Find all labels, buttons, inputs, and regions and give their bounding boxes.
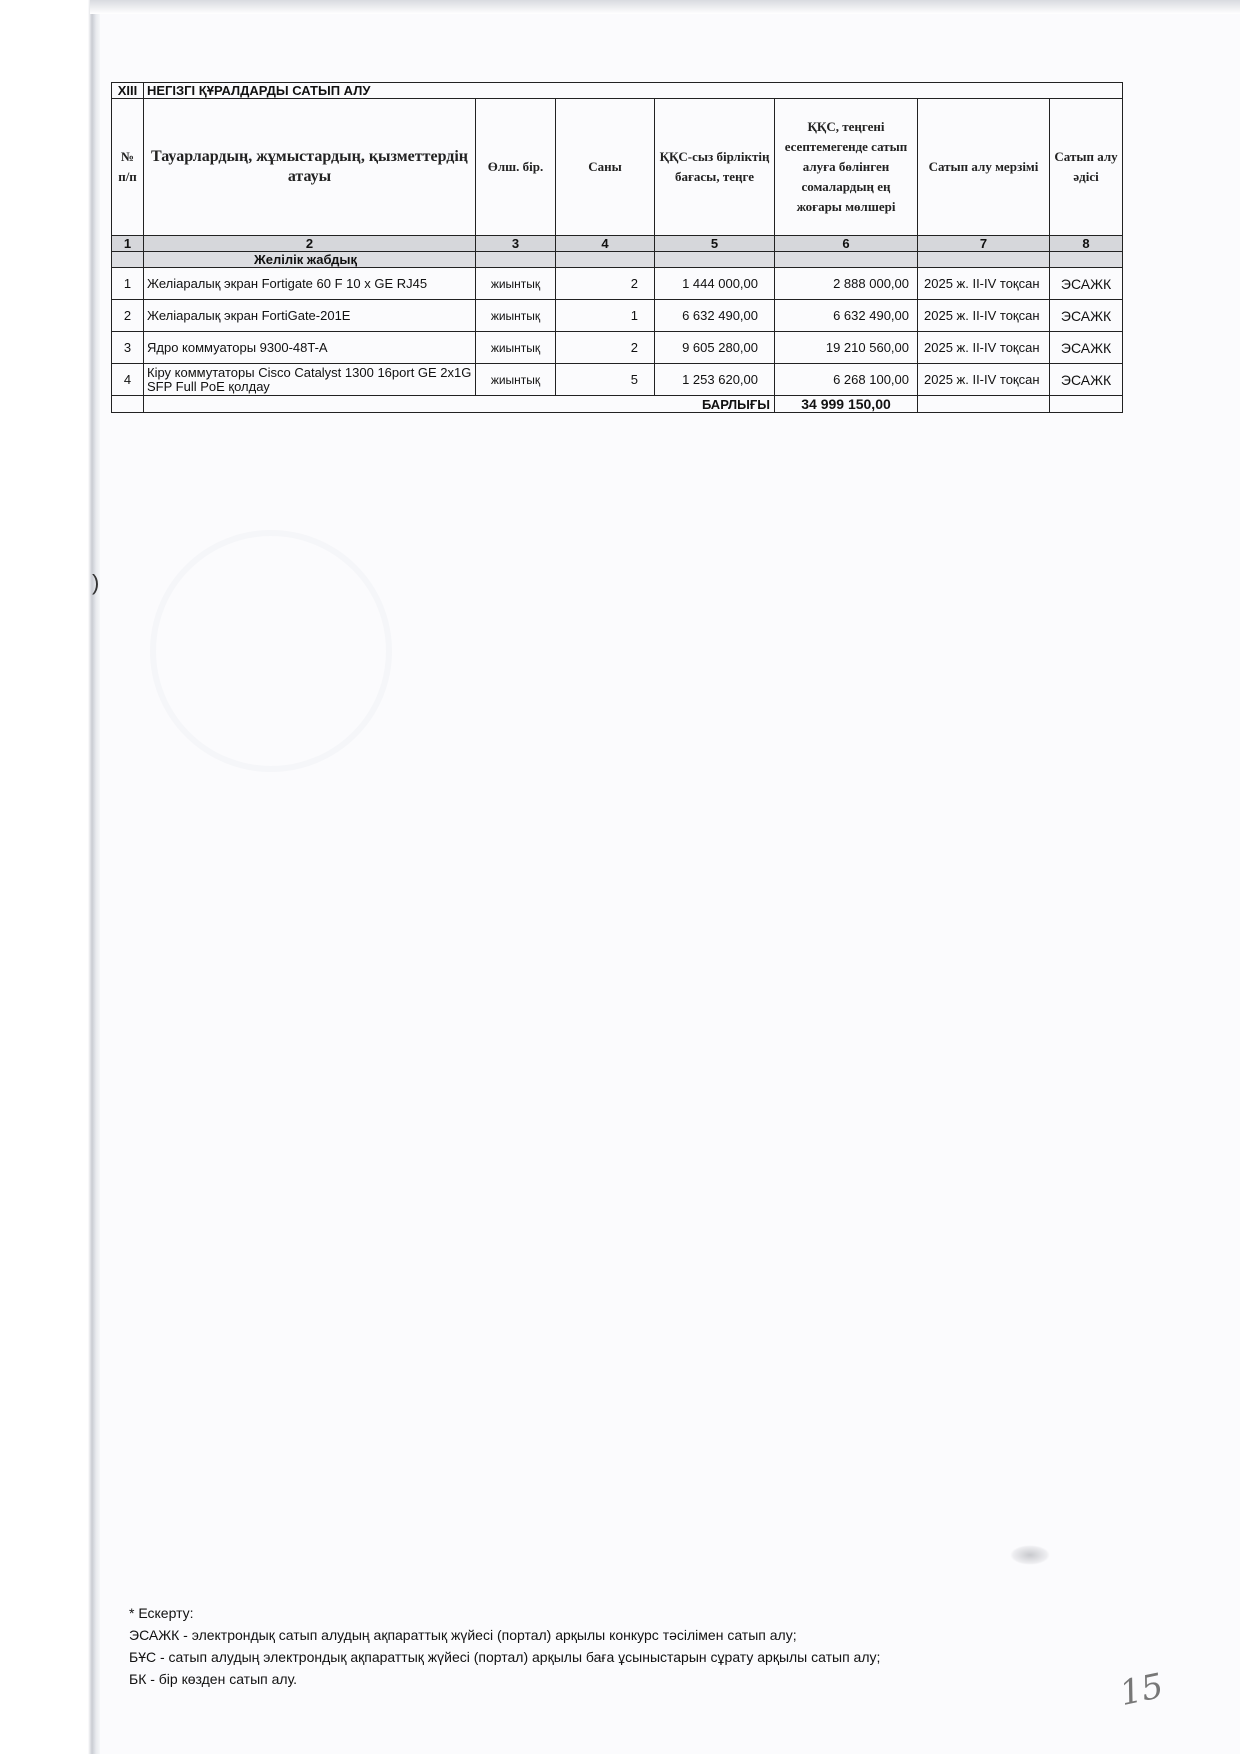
row-name: Желіаралық экран FortiGate-201E	[144, 300, 476, 332]
group-spacer	[655, 252, 775, 268]
colnum-6: 6	[775, 236, 918, 252]
total-spacer	[918, 396, 1050, 413]
colnum-8: 8	[1050, 236, 1123, 252]
colnum-1: 1	[112, 236, 144, 252]
row-qty: 1	[556, 300, 655, 332]
section-number: XIII	[112, 83, 144, 99]
table-row	[112, 268, 1123, 300]
margin-bracket-icon: )	[92, 570, 100, 595]
group-spacer	[112, 252, 144, 268]
row-name: Желіаралық экран Fortigate 60 F 10 x GE RJ45	[144, 268, 476, 300]
scan-smudge-icon	[1010, 1545, 1050, 1565]
row-no: 3	[112, 332, 144, 364]
table-row	[112, 300, 1123, 332]
colnum-3: 3	[476, 236, 556, 252]
footnote-line: БҰС - сатып алудың электрондық ақпараттық жүйесі (портал) арқылы баға ұсыныстарын сұрату арқылы сатып алу;	[129, 1649, 881, 1665]
row-period: 2025 ж. II-IV тоқсан	[918, 364, 1050, 396]
row-name: Кіру коммутаторы Cisco Catalyst 1300 16port GE 2x1G SFP Full PoE қолдау	[144, 364, 476, 396]
header-no: № п/п	[112, 99, 144, 236]
column-number-row	[112, 236, 1123, 252]
header-name: Тауарлардың, жұмыстардың, қызметтердің атауы	[144, 99, 476, 236]
total-value: 34 999 150,00	[775, 396, 918, 413]
colnum-4: 4	[556, 236, 655, 252]
row-qty: 2	[556, 268, 655, 300]
row-method: ЭСАЖК	[1050, 268, 1123, 300]
total-spacer	[112, 396, 144, 413]
row-period: 2025 ж. II-IV тоқсан	[918, 268, 1050, 300]
row-unit: жиынтық	[476, 300, 556, 332]
group-title: Желілік жабдық	[144, 252, 476, 268]
header-sum: ҚҚС, теңгені есептемегенде сатып алуға бөлінген сомалардың ең жоғары мөлшері	[775, 99, 918, 236]
table-row	[112, 332, 1123, 364]
group-spacer	[476, 252, 556, 268]
row-qty: 2	[556, 332, 655, 364]
footnote-title: * Ескерту:	[129, 1605, 194, 1621]
row-sum: 19 210 560,00	[775, 332, 918, 364]
row-period: 2025 ж. II-IV тоқсан	[918, 332, 1050, 364]
header-period: Сатып алу мерзімі	[918, 99, 1050, 236]
scan-edge-shadow	[0, 0, 100, 1754]
row-method: ЭСАЖК	[1050, 364, 1123, 396]
row-method: ЭСАЖК	[1050, 300, 1123, 332]
group-spacer	[1050, 252, 1123, 268]
group-spacer	[775, 252, 918, 268]
row-price: 6 632 490,00	[655, 300, 775, 332]
row-unit: жиынтық	[476, 332, 556, 364]
row-no: 2	[112, 300, 144, 332]
header-qty: Саны	[556, 99, 655, 236]
group-spacer	[556, 252, 655, 268]
row-unit: жиынтық	[476, 268, 556, 300]
header-method: Сатып алу әдісі	[1050, 99, 1123, 236]
colnum-5: 5	[655, 236, 775, 252]
row-no: 1	[112, 268, 144, 300]
row-qty: 5	[556, 364, 655, 396]
row-method: ЭСАЖК	[1050, 332, 1123, 364]
column-header-row	[112, 99, 1123, 236]
row-sum: 2 888 000,00	[775, 268, 918, 300]
scan-top-shadow	[90, 0, 1240, 14]
faint-seal-icon	[150, 530, 392, 772]
colnum-2: 2	[144, 236, 476, 252]
procurement-table	[111, 82, 1123, 413]
total-row	[112, 396, 1123, 413]
row-price: 9 605 280,00	[655, 332, 775, 364]
section-title: НЕГІЗГІ ҚҰРАЛДАРДЫ САТЫП АЛУ	[144, 83, 1123, 99]
total-spacer	[1050, 396, 1123, 413]
row-name: Ядро коммуаторы 9300-48T-A	[144, 332, 476, 364]
table-row	[112, 364, 1123, 396]
group-row	[112, 252, 1123, 268]
header-unit: Өлш. бір.	[476, 99, 556, 236]
row-unit: жиынтық	[476, 364, 556, 396]
row-price: 1 444 000,00	[655, 268, 775, 300]
row-sum: 6 632 490,00	[775, 300, 918, 332]
row-period: 2025 ж. II-IV тоқсан	[918, 300, 1050, 332]
row-no: 4	[112, 364, 144, 396]
header-price: ҚҚС-сыз бірліктің бағасы, теңге	[655, 99, 775, 236]
group-spacer	[918, 252, 1050, 268]
footnote	[129, 1602, 880, 1690]
colnum-7: 7	[918, 236, 1050, 252]
footnote-line: ЭСАЖК - электрондық сатып алудың ақпараттық жүйесі (портал) арқылы конкурс тәсілімен сатып алу;	[129, 1627, 797, 1643]
section-header-row	[112, 83, 1123, 99]
handwritten-page-number: 15	[1116, 1665, 1167, 1715]
total-label: БАРЛЫҒЫ	[144, 396, 775, 413]
footnote-line: БК - бір көзден сатып алу.	[129, 1671, 298, 1687]
row-sum: 6 268 100,00	[775, 364, 918, 396]
row-price: 1 253 620,00	[655, 364, 775, 396]
